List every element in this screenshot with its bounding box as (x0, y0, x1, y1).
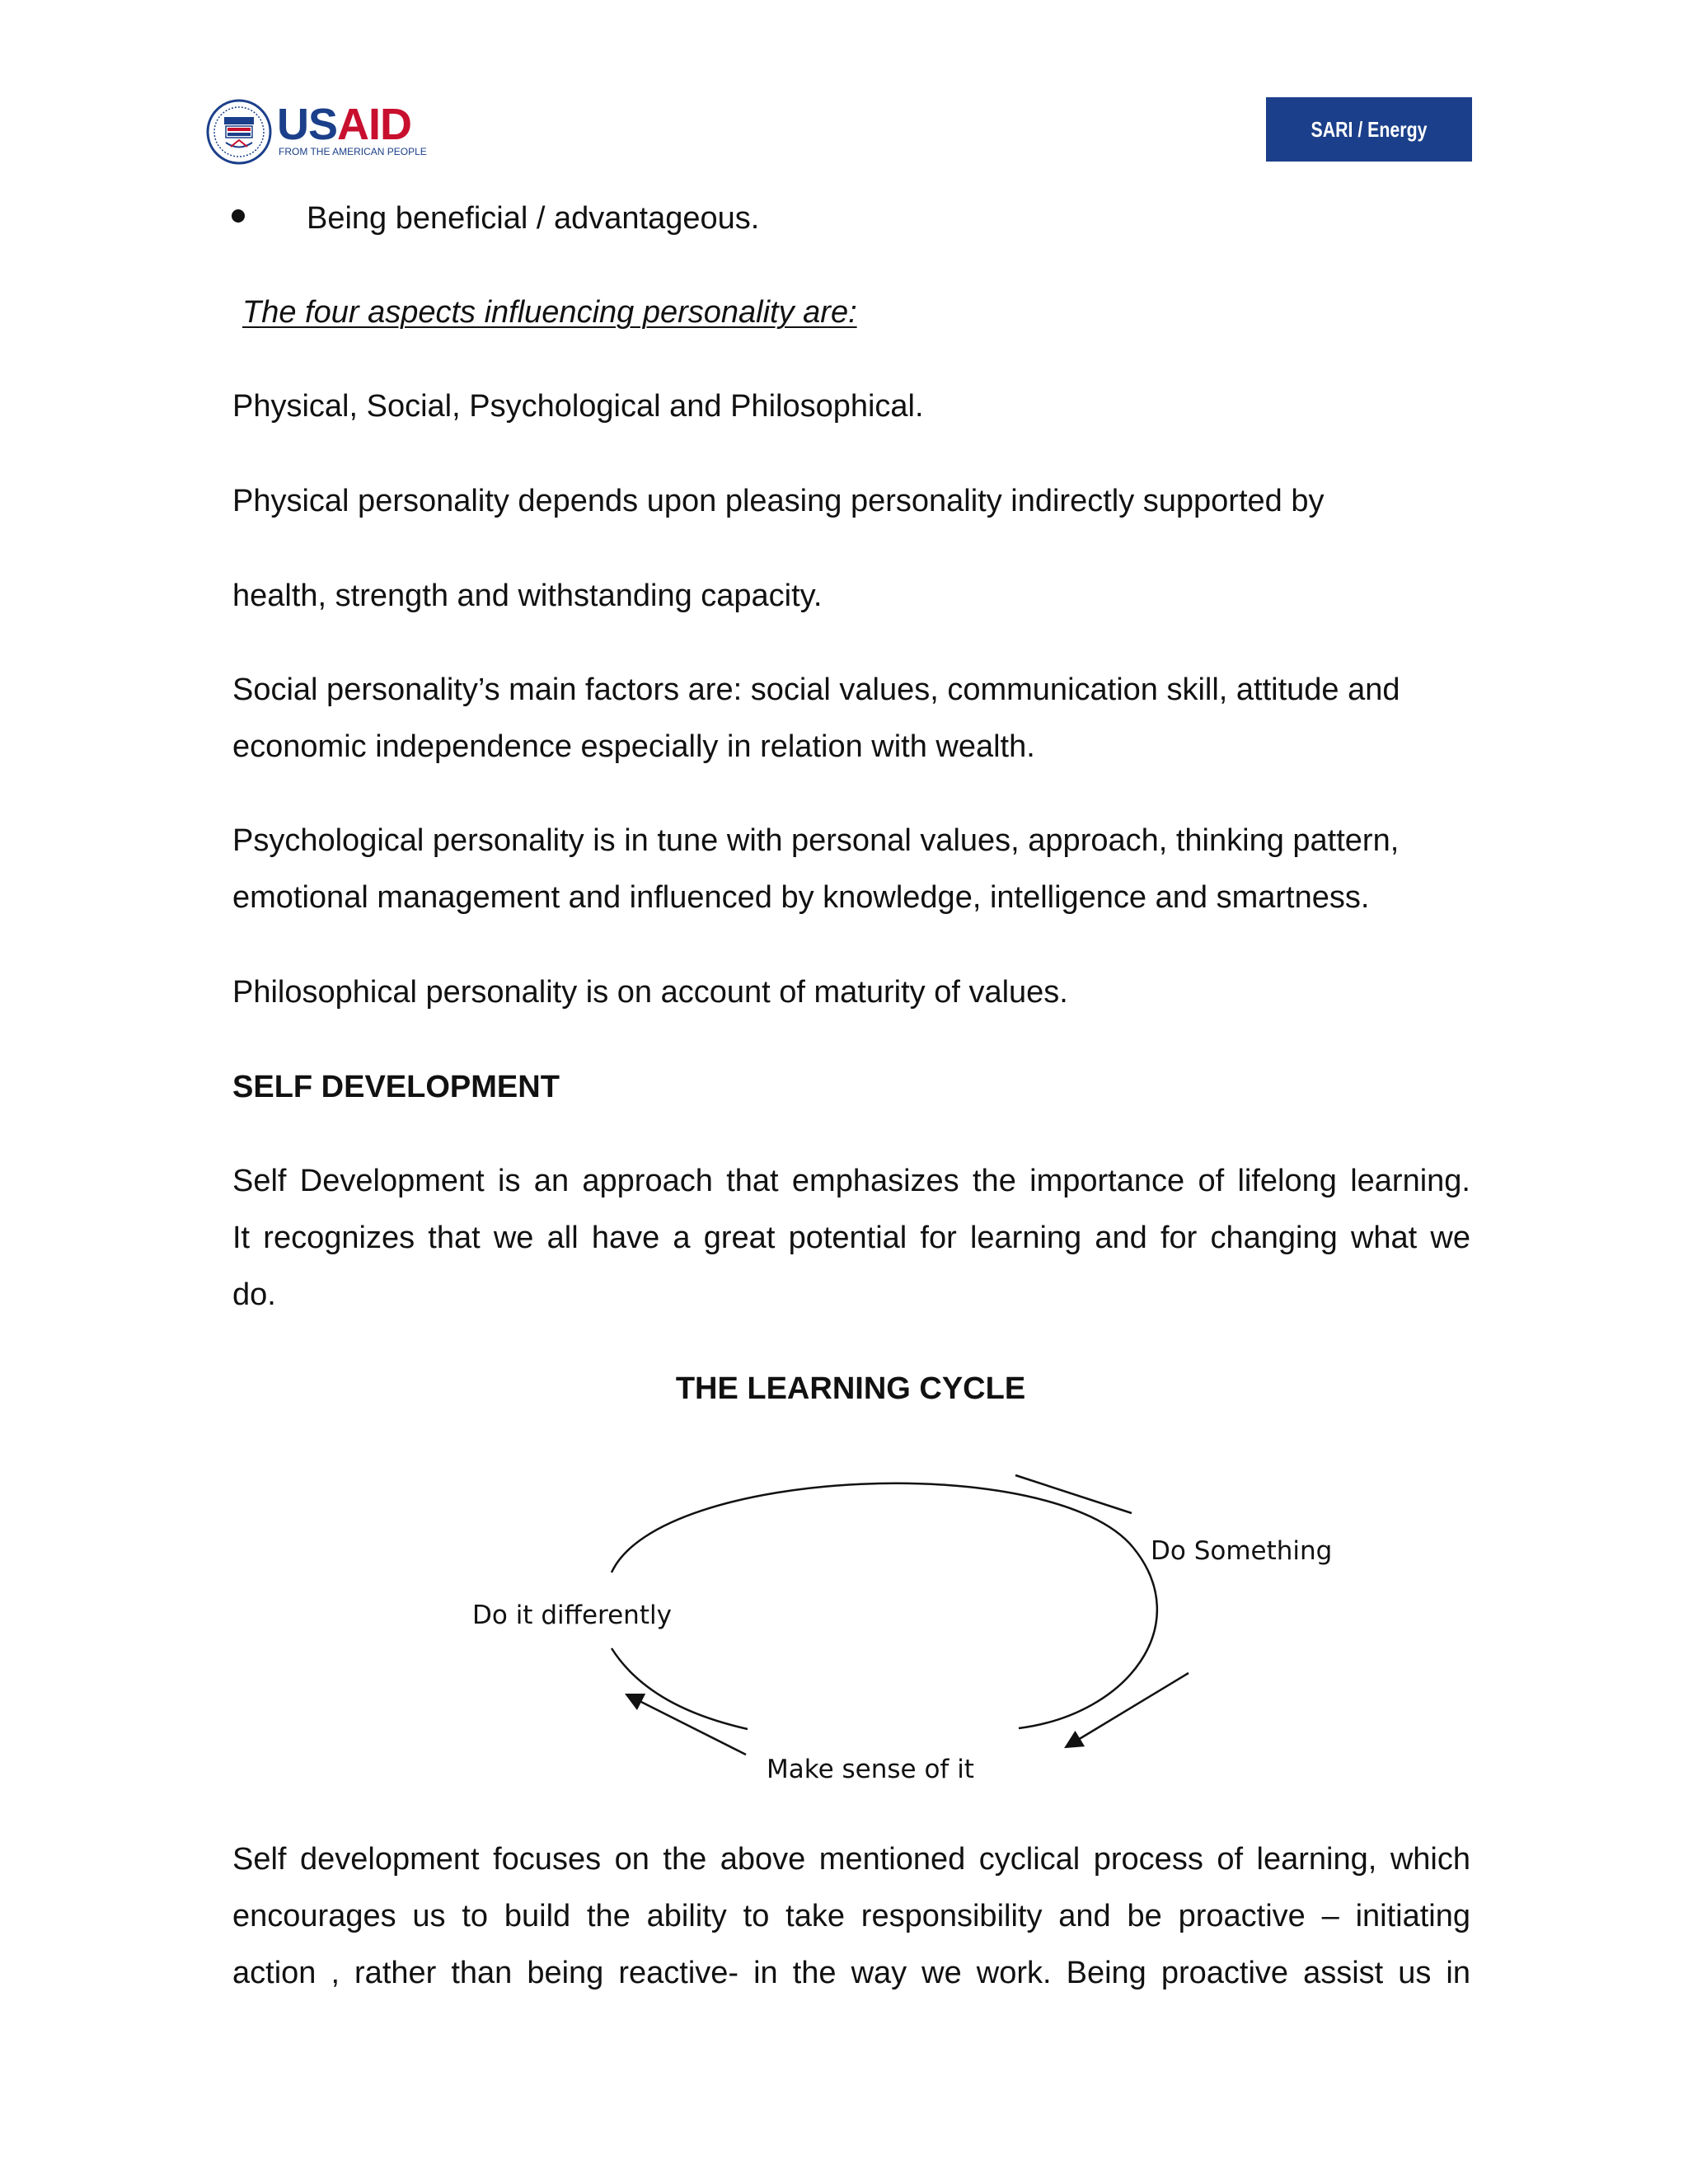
self-dev-line-2: It recognizes that we all have a great potential for learning and for changing what we (232, 1221, 1470, 1255)
program-badge-label: SARI / Energy (1311, 116, 1428, 142)
physical-line-2: health, strength and withstanding capacity. (232, 579, 823, 613)
cycle-arc-right (1019, 1548, 1157, 1728)
label-do-something: Do Something (1151, 1536, 1333, 1566)
bullet-item: Being beneficial / advantageous. (307, 201, 760, 236)
social-line-1: Social personality’s main factors are: social values, communication skill, attitude and (232, 673, 1400, 707)
philosophical-line: Philosophical personality is on account of maturity of values. (232, 975, 1068, 1010)
bullet-icon (232, 209, 245, 223)
usaid-wordmark-aid: AID (337, 100, 412, 149)
label-do-it-differently: Do it differently (472, 1601, 672, 1630)
physical-line-1: Physical personality depends upon pleasing personality indirectly supported by (232, 484, 1325, 518)
self-dev-line-1: Self Development is an approach that emphasizes the importance of lifelong learning. (232, 1164, 1470, 1198)
usaid-tagline: FROM THE AMERICAN PEOPLE (279, 146, 427, 157)
self-dev-line-3: do. (232, 1277, 276, 1312)
aspects-heading: The four aspects influencing personality are: (242, 295, 857, 330)
program-badge (1266, 97, 1472, 162)
psych-line-1: Psychological personality is in tune with personal values, approach, thinking pattern, (232, 823, 1400, 858)
closing-line-2: encourages us to build the ability to take responsibility and be proactive – initiating (232, 1899, 1470, 1933)
do-something-tick (1015, 1475, 1132, 1513)
learning-cycle-svg (0, 1418, 1688, 1805)
learning-cycle-diagram (0, 1418, 1688, 1805)
label-make-sense: Make sense of it (767, 1755, 974, 1784)
closing-line-1: Self development focuses on the above mentioned cyclical process of learning, which (232, 1842, 1470, 1877)
aspects-list: Physical, Social, Psychological and Philosophical. (232, 389, 924, 424)
social-line-2: economic independence especially in relation with wealth. (232, 729, 1035, 764)
closing-line-3: action , rather than being reactive- in the way we work. Being proactive assist us in (232, 1956, 1470, 1990)
learning-cycle-title: THE LEARNING CYCLE (675, 1371, 1026, 1406)
usaid-wordmark (277, 102, 411, 147)
cycle-arc-top (612, 1483, 1133, 1572)
psych-line-2: emotional management and influenced by knowledge, intelligence and smartness. (232, 880, 1370, 915)
usaid-wordmark-us: US (277, 100, 338, 149)
cycle-arc-left (612, 1648, 748, 1729)
self-development-heading: SELF DEVELOPMENT (232, 1070, 560, 1104)
arrow-to-make-sense (1066, 1673, 1189, 1747)
